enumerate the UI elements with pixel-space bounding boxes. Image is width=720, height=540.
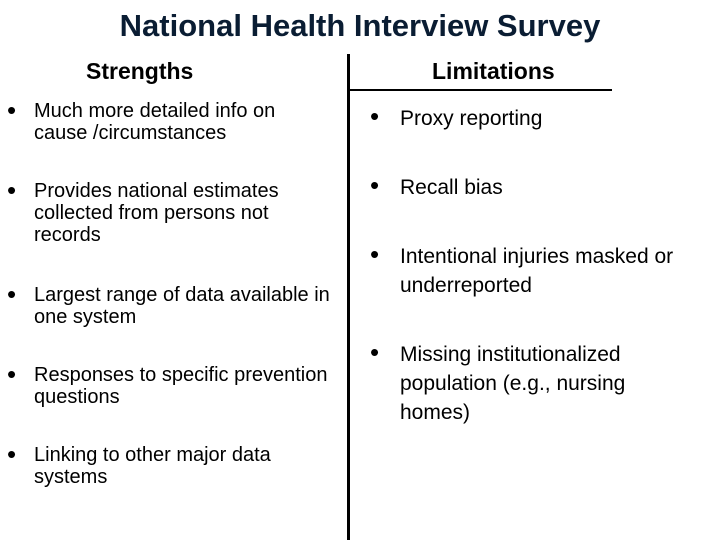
- limitations-heading: Limitations: [432, 58, 555, 84]
- strength-text: Largest range of data available in one system: [34, 284, 330, 328]
- bullet-icon: •: [7, 175, 17, 205]
- limitation-text: Intentional injuries masked or underreported: [400, 245, 674, 297]
- bullet-icon: •: [7, 439, 17, 469]
- strength-text: Responses to specific prevention questions: [34, 364, 328, 408]
- bullet-icon: •: [370, 239, 380, 269]
- slide-title: National Health Interview Survey: [119, 8, 601, 43]
- bullet-icon: •: [370, 170, 380, 200]
- column-divider: [347, 54, 350, 540]
- bullet-icon: •: [370, 337, 380, 367]
- bullet-icon: •: [7, 279, 17, 309]
- strength-text: Much more detailed info on cause /circumstances: [34, 100, 276, 144]
- limitation-text: Proxy reporting: [400, 107, 543, 130]
- bullet-icon: •: [7, 359, 17, 389]
- strength-text: Linking to other major data systems: [34, 444, 271, 488]
- strengths-heading: Strengths: [86, 58, 194, 84]
- limitation-text: Recall bias: [400, 176, 503, 199]
- bullet-icon: •: [7, 95, 17, 125]
- limitations-underline: [349, 89, 612, 91]
- bullet-icon: •: [370, 101, 380, 131]
- limitation-text: Missing institutionalized population (e.g., nursing homes): [400, 343, 626, 424]
- strength-text: Provides national estimates collected from persons not records: [34, 180, 279, 246]
